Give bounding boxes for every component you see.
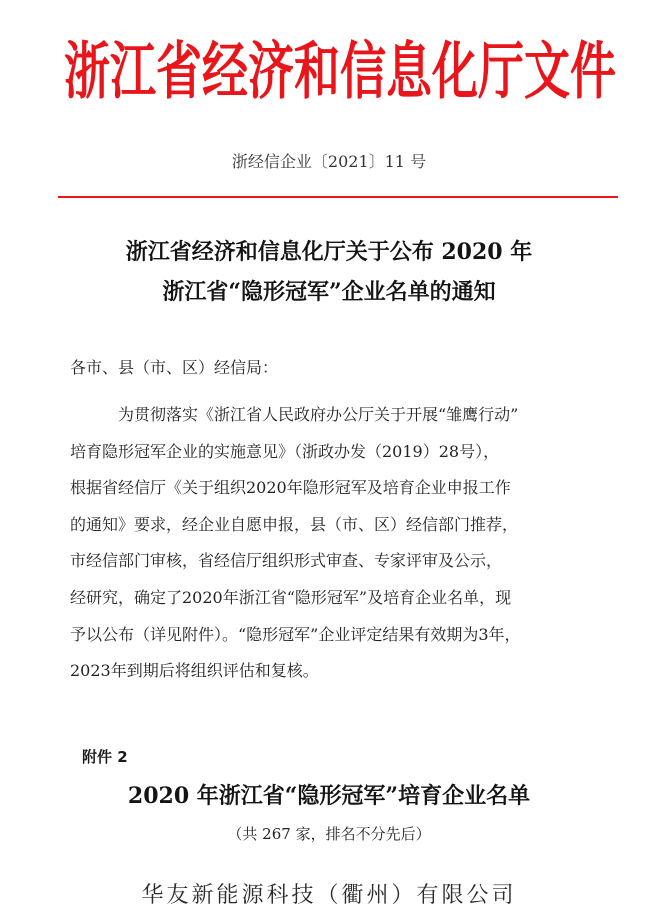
body-line: 经研究，确定了2020年浙江省“隐形冠军”及培育企业名单，现 (70, 587, 512, 607)
body-line: 为贯彻落实《浙江省人民政府办公厅关于开展“雏鹰行动” (118, 405, 519, 424)
body-line: 市经信部门审核，省经信厅组织形式审查、专家评审及公示， (70, 551, 503, 571)
body-line: 的通知》要求，经企业自愿申报，县（市、区）经信部门推荐， (70, 514, 519, 534)
document-number: 浙经信企业〔2021〕11 号 (231, 152, 427, 171)
notice-title-line-1: 浙江省经济和信息化厅关于公布 2020 年 (125, 239, 533, 265)
body-line: 2023年到期后将组织评估和复核。 (70, 661, 319, 681)
body-line: 予以公布（详见附件）。“隐形冠军”企业评定结果有效期为3年， (70, 624, 521, 644)
notice-title-line-2: 浙江省“隐形冠军”企业名单的通知 (162, 279, 496, 305)
attachment-subtitle: （共 267 家，排名不分先后） (227, 825, 431, 843)
notice-title (0, 232, 658, 312)
notice-body (70, 397, 630, 690)
body-line: 培育隐形冠军企业的实施意见》（浙政办发（2019）28号）， (70, 441, 500, 461)
company-list-item: 华友新能源科技（衢州）有限公司 (141, 883, 517, 908)
salutation: 各市、县（市、区）经信局： (70, 358, 279, 377)
red-divider-line (58, 196, 618, 198)
attachment-label: 附件 2 (82, 748, 128, 766)
document-masthead: 浙江省经济和信息化厅文件 (64, 34, 616, 108)
body-line: 根据省经信厅《关于组织2020年隐形冠军及培育企业申报工作 (70, 478, 511, 498)
attachment-title: 2020 年浙江省“隐形冠军”培育企业名单 (127, 783, 531, 809)
